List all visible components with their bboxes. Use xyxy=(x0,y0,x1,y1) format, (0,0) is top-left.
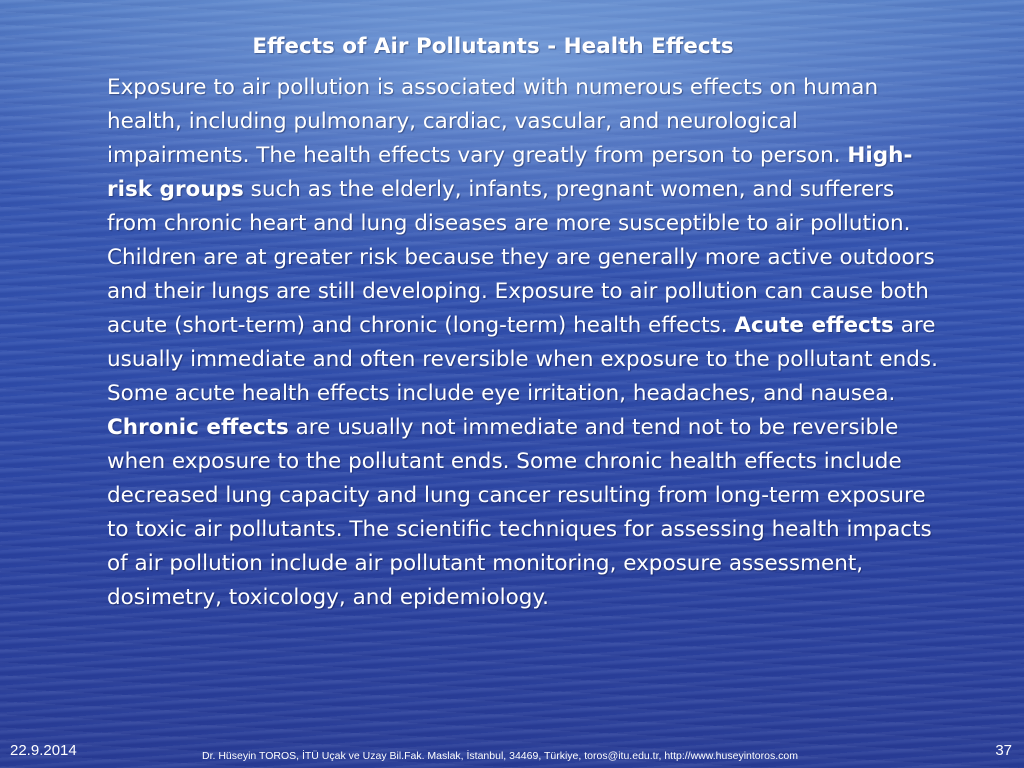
body-text-part-2: such as the elderly, infants, pregnant women, and sufferers from chronic heart and lung diseases are more susceptible to air pollution. Children are at greater risk because they are generally more active outdoors and their lungs are still developing. Exposure to air pollution can cause both acute (short-term) and chronic (long-term) health effects. xyxy=(107,177,935,338)
page-number: 37 xyxy=(995,742,1012,759)
footer-date: 22.9.2014 xyxy=(10,742,77,759)
body-text-part-1: Exposure to air pollution is associated with numerous effects on human health, including pulmonary, cardiac, vascular, and neurological impairments. The health effects vary greatly from person to person. xyxy=(107,75,879,168)
acute-effects-term: Acute effects xyxy=(734,313,894,338)
high-risk-groups-term: High-risk groups xyxy=(107,143,913,202)
chronic-effects-term: Chronic effects xyxy=(107,415,289,440)
body-text-part-3: are usually immediate and often reversible when exposure to the pollutant ends. Some acute health effects include eye irritation, headaches, and nausea. xyxy=(107,313,938,406)
slide-body-paragraph xyxy=(107,71,942,615)
footer-credit: Dr. Hüseyin TOROS, İTÜ Uçak ve Uzay Bil.Fak. Maslak, İstanbul, 34469, Türkiye, toros@itu.edu.tr, http://www.huseyintoros.com xyxy=(202,750,798,762)
slide-title: Effects of Air Pollutants - Health Effects xyxy=(252,34,734,59)
body-text-part-4: are usually not immediate and tend not to be reversible when exposure to the pollutant ends. Some chronic health effects include decreased lung capacity and lung cancer resulting from long-term exposure to toxic air pollutants. The scientific techniques for assessing health impacts of air pollution include air pollutant monitoring, exposure assessment, dosimetry, toxicology, and epidemiology. xyxy=(107,415,932,610)
